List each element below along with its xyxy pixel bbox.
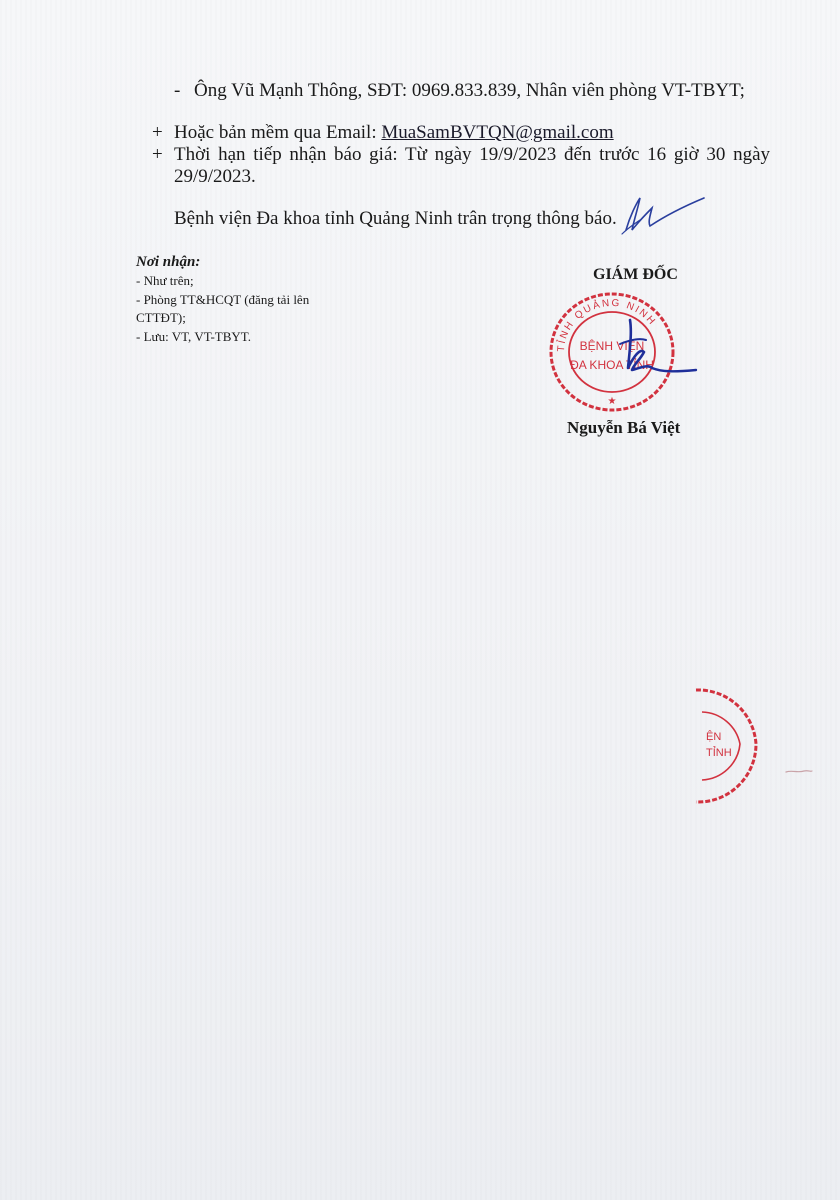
partial-seal: [690, 680, 766, 810]
faint-mark: [784, 764, 814, 778]
seal-line-1: BỆNH VIỆN: [579, 339, 645, 353]
email-prefix: Hoặc bản mềm qua Email:: [174, 122, 382, 143]
recipient-item: - Lưu: VT, VT-TBYT.: [136, 329, 252, 344]
signer-name: Nguyễn Bá Việt: [567, 418, 681, 437]
partial-seal-line-1: ỆN: [706, 731, 722, 743]
contact-line: Ông Vũ Mạnh Thông, SĐT: 0969.833.839, Nhân viên phòng VT-TBYT;: [194, 80, 745, 101]
recipients-title: Nơi nhận:: [136, 254, 201, 270]
deadline-bullet: +: [152, 144, 163, 165]
email-bullet: +: [152, 122, 163, 143]
initial-signature: [618, 190, 710, 238]
seal-star: ★: [607, 396, 617, 407]
signature-title: GIÁM ĐỐC: [593, 266, 678, 283]
recipient-item: - Như trên;: [136, 273, 194, 288]
partial-seal-line-2: TỈNH: [706, 747, 732, 759]
closing-statement: Bệnh viện Đa khoa tỉnh Quảng Ninh trân trọng thông báo.: [174, 208, 617, 229]
seal-line-2: ĐA KHOA TỈNH: [570, 358, 654, 372]
seal-ring-text: TỈNH QUẢNG NINH: [555, 297, 659, 353]
email-link[interactable]: MuaSamBVTQN@gmail.com: [381, 122, 614, 143]
director-signature: [606, 312, 706, 392]
contact-bullet: -: [174, 80, 181, 101]
recipient-item: CTTĐT);: [136, 310, 186, 325]
recipient-item: - Phòng TT&HCQT (đăng tải lên: [136, 292, 310, 307]
deadline-text: Thời hạn tiếp nhận báo giá: Từ ngày 19/9/2023 đến trước 16 giờ 30 ngày 29/9/2023.: [174, 144, 770, 187]
email-line: [174, 122, 614, 144]
